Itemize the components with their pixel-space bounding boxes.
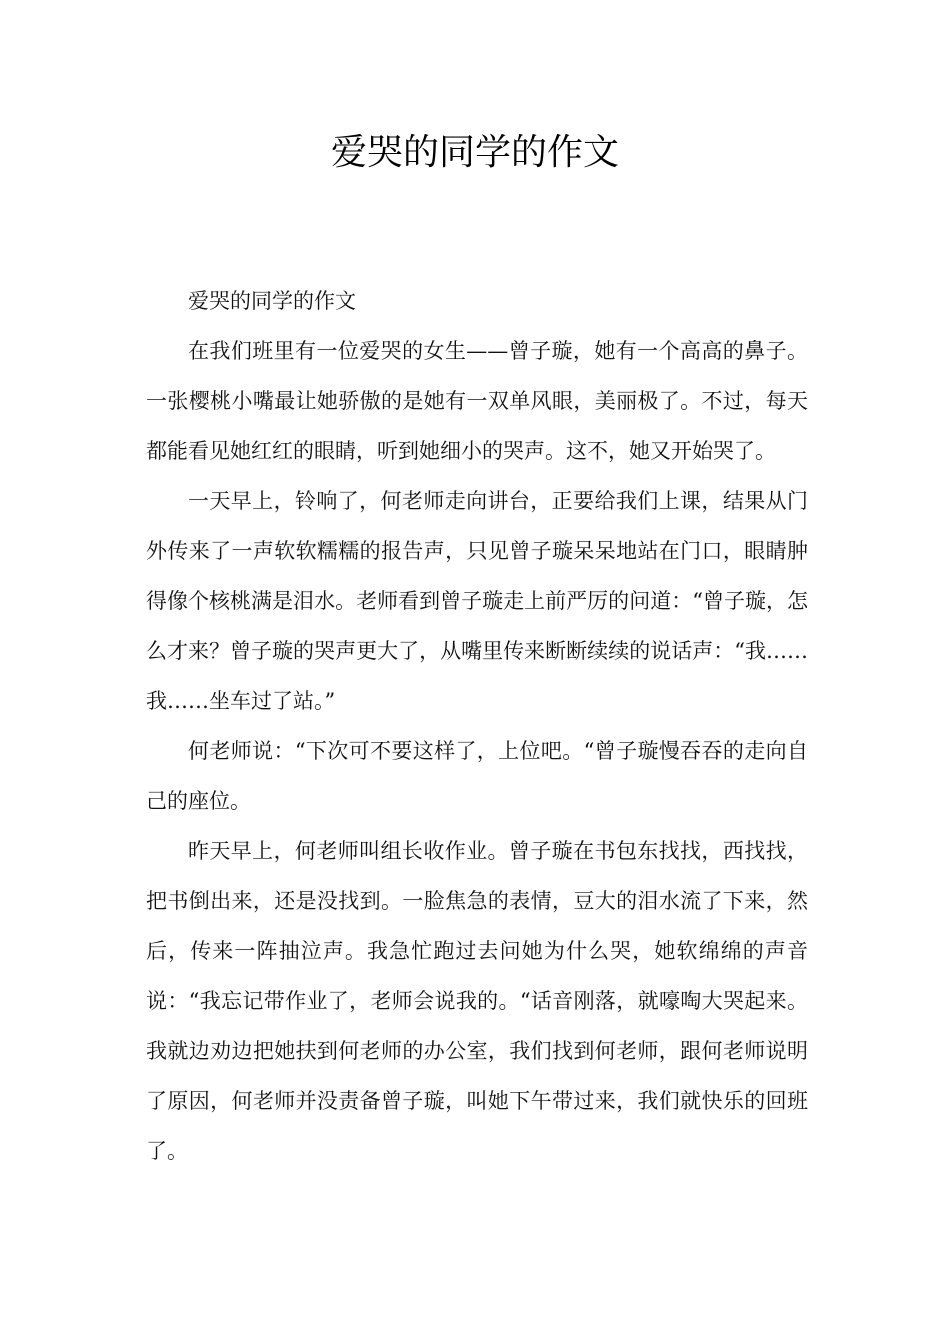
paragraph: 一天早上，铃响了，何老师走向讲台，正要给我们上课，结果从门外传来了一声软软糯糯的报告声，只见曾子璇呆呆地站在门口，眼睛肿得像个核桃满是泪水。老师看到曾子璇走上前严厉的问道：“曾子璇，怎么才来？曾子璇的哭声更大了，从嘴里传来断断续续的说话声：“我……我……坐车过了站。” [146, 489, 808, 713]
document-body [146, 276, 808, 1176]
paragraph-heading: 爱哭的同学的作文 [188, 289, 356, 313]
paragraph: 何老师说：“下次可不要这样了，上位吧。“曾子璇慢吞吞的走向自己的座位。 [146, 739, 808, 813]
paragraph: 昨天早上，何老师叫组长收作业。曾子璇在书包东找找，西找找，把书倒出来，还是没找到。一脸焦急的表情，豆大的泪水流了下来，然后，传来一阵抽泣声。我急忙跑过去问她为什么哭，她软绵绵的声音说：“我忘记带作业了，老师会说我的。“话音刚落，就嚎啕大哭起来。我就边劝边把她扶到何老师的办公室，我们找到何老师，跟何老师说明了原因，何老师并没责备曾子璇，叫她下午带过来，我们就快乐的回班了。 [146, 839, 808, 1163]
document-title: 爱哭的同学的作文 [330, 132, 619, 173]
paragraph: 在我们班里有一位爱哭的女生——曾子璇，她有一个高高的鼻子。一张樱桃小嘴最让她骄傲的是她有一双单风眼，美丽极了。不过，每天都能看见她红红的眼睛，听到她细小的哭声。这不，她又开始哭了。 [146, 339, 808, 463]
